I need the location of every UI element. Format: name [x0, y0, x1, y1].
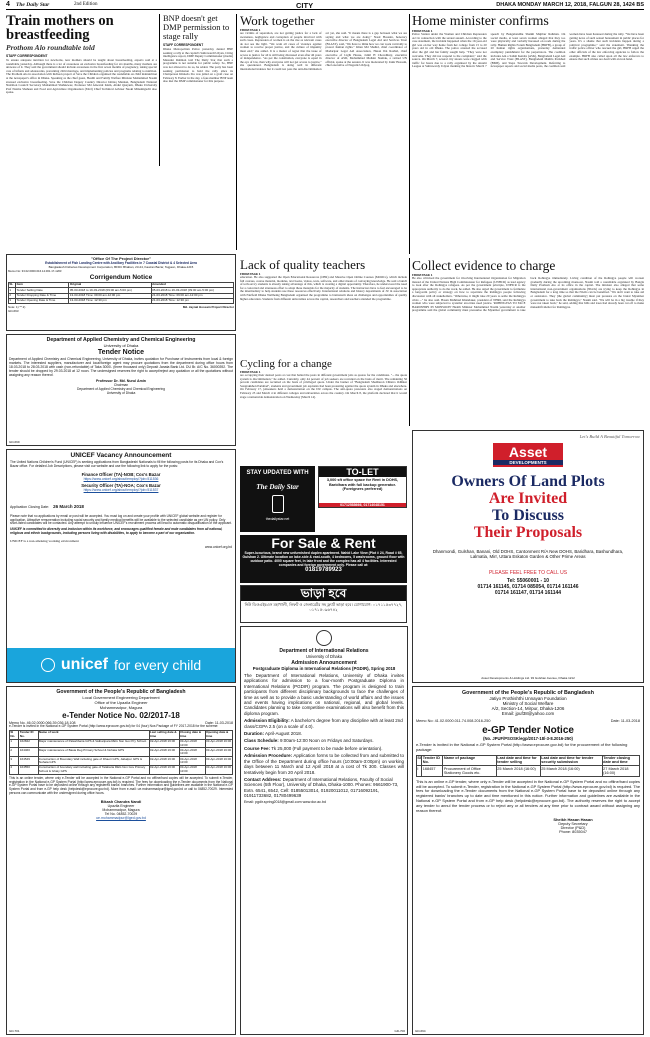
bhara-ad: [240, 585, 407, 623]
post-1-link[interactable]: https://www.unicef.org/about/employ/?job=511536: [83, 476, 159, 481]
headline-1: Owners Of Land Plots: [451, 473, 605, 490]
col-header: Last date and time for tender selling: [496, 755, 540, 766]
email[interactable]: Email: jpuf38@yahoo.com: [501, 711, 555, 716]
cell: 02-Apr-2018 16:00: [149, 748, 179, 757]
cell: 13-03-2018 Time: 09:00 am-12:00 pm: [69, 293, 151, 298]
lged-tender-table: [9, 730, 233, 775]
unicef-tagline: for every child: [113, 657, 202, 673]
headline: Home minister confirms: [412, 14, 549, 29]
office-name: Jatiyo Prothishthi Unnayan Foundation: [489, 696, 567, 701]
ad-subtitle: Postgraduate Diploma in International Relations (PGDIR), Spring 2018: [252, 666, 396, 671]
procedure: Application forms to be collected from and submitted to the Office of the Department during office hours (10:00am-3:00pm) on working days between 11 March and 12 April 2018 at a cost of Tk 300. Classes will tentatively begin from 20 April 2018.: [244, 753, 404, 775]
col-header: Opening date & time: [205, 730, 232, 739]
sign-title: Deputy Secretary: [558, 822, 588, 827]
cell: 05-03-2018 to 19-03-2018 (09:00 am-5:00 pm): [69, 288, 151, 293]
contact-email[interactable]: Email: pgdir.spring2018@gmail.com www.dur.ac.bd: [244, 799, 326, 804]
dept-name: Local Government Engineering Department: [82, 695, 160, 700]
agency-address: Bangladesh Fisheries Development Corporation, BFDC Bhaban, 23-24, Kawran Bazar, Tejgaon, Dhaka-1215: [48, 265, 194, 269]
to-let-title: TO-LET: [319, 467, 406, 477]
class-schedule: 9:00am-12:00 Noon on Fridays and Saturdays.: [280, 738, 374, 744]
cell: 03-Apr-2018 16:00: [205, 766, 232, 775]
cell: 03-Apr-2018 13:00: [179, 748, 205, 757]
dept-name: Department of International Relations: [279, 648, 369, 654]
unicef-logo: unicef: [60, 656, 108, 673]
unicef-banner: [7, 648, 235, 682]
asset-logo-sub: DEVELOPMENTS: [493, 460, 563, 465]
cell: 03-Apr-2018 13:00: [179, 766, 205, 775]
address: A/2, Section-14, Mirpur, Dhaka-1206: [491, 706, 565, 711]
intro: The United Nations Children's Fund (UNICEF) is seeking applications from Bangladeshi Nationals to fill the following posts for its Dhaka and Cox's Bazar office. For detailed Job Descriptions, please visit our website and use the following link to apply for the posts:: [10, 460, 224, 468]
sign-title: Chairman: [113, 383, 129, 387]
cell: Major maintenance of Palashbaria GPS & Vatbaripara REG Non Gov Pry School.: [38, 739, 149, 748]
col-header: Original: [69, 283, 151, 288]
duration: April-August 2018.: [265, 731, 303, 737]
ministry: Ministry of Social Welfare: [502, 701, 554, 706]
office-title: "Office Of The Project Director": [90, 256, 152, 261]
agency-name: Establishment of Fish Landing Centre with Ancillary Facilities in 7 Coastal District & 4 Selected Area: [45, 261, 197, 265]
col-header: SL: [9, 283, 16, 288]
body-text: Please note that no applications by email or post will be accepted. You must log on and create your profile with UNICEF global website and register for application. Attractive remuneration including social security and family medical benefits will be available to the selected candidate as per UN policy. Only short-listed candidates will be contacted. Any attempt to unduly influence UNICEF's recruitment process will lead to automatic disqualification of the applicant.: [10, 513, 232, 526]
cell: 13-03-2018 Time: 12:30 pm: [69, 298, 151, 303]
headline: BNP doesn't get DMP permission to stage rally: [163, 14, 230, 41]
cell: 21-03-2018 Time: 09:00 am-12:00 pm: [151, 293, 233, 298]
article-bnp: [163, 14, 233, 166]
col-header: Tender ID No.: [422, 755, 443, 766]
notice-title: Tender Notice: [97, 349, 145, 356]
cell: 162842: [19, 739, 38, 748]
office-place: Mohammadpur, Magura: [99, 705, 143, 710]
cell: I: [417, 766, 422, 777]
du-logo-icon: [316, 630, 332, 646]
sign-email[interactable]: ue.mohammadpur@lged.gov.bd: [96, 815, 146, 820]
from-page: FROM PAGE 1: [240, 272, 261, 276]
article-body: Police Station under the Women and Children Repression Act in connection with the sexual assault. According to the case statement, the incident happened when the 19-year-old girl was on her way home from her college from 15 to 20 years old in old Dhaka. The police arrested the accused after the girl and her family sought help. "They were not welcome. They did not respond to the complaint," said the source. On March 7, several city streets were clogged with traffic for hours due to a rally organised by the Awami League at Suhrawardy Udyan marking the historic March 7 speech by Bangabandhu Sheikh Mujibur Rahman. On social media, at least seven women alleged that they too were physically and verbally harassed on roads during the rally. Human Rights Forum Bangladesh (HRFB), a group of 20 human rights organisations, yesterday demanded exemplary punishment for the perpetrators. The coalition includes Ain o Salish Kendra (ASK), Bangladesh Legal Aid and Service Trust (BLAST), Bangladesh Mahila Parishad (BMP), and Steps Towards Development. Referring to newspaper reports and social media posts, the coalition said women have been harassed during the rally. "We have been getting news of such sexual harassment in public places for years. It's a shame that such incidents happen during a political programme," said the statement. Thanking the traffic police officer who rescued the girl, HRFB urged the other officials of the law enforcing agencies to follow the example. HRFB also called upon all the law enforcers to ensure that such crimes are dealt with an iron hand.: [412, 32, 644, 69]
deadline-label: Application Closing Date:: [10, 504, 50, 509]
corrigendum-ad: [6, 254, 236, 331]
cell: 1: [9, 288, 16, 293]
intro: e-Tender is invited in the National e-GP System Portal (http://www.eprocure.gov.bd) for 04 (four) Nos Package of FY 2017-2018 for the scheme:: [9, 724, 219, 728]
elig-label: Admission Eligibility:: [244, 718, 290, 724]
notice-note: This is an online e-GP tender, where only e-Tender will be accepted in the National e-GP System Portal and no offline/hard copies will be accepted. To submit e-Tender, registration in the National e-GP System Portal (http://www.eprocure.gov.bd) is required. The fees for downloading the e-Tender documents from the National e-GP System Portal have to be deposited online through any registered banks' branches up to date and time mentioned in this notice. Further information and guidelines are available in the National e-GP System Portal and from e-GP help desk (helpdesk@eprocure.gov.bd). The authority reserves the right to accept any tender to annul the tender process or to reject any or all tenders at any time prior to contract award without assigning any reason thereof.: [416, 778, 640, 813]
promo-paper: The Daily Star: [256, 483, 299, 491]
cell: 1: [10, 739, 19, 748]
duration-label: Duration:: [244, 731, 264, 737]
sale-body: Super-luxurious, brand new unfurnished duplex apartment. Nahid Lake View (Plot # 24, Road # 65, Gulshan 2. Ultimate location on lake-side & east-south, 4 bedrooms, 5 washrooms, ground floor with outdoor patio. 4000 square feet, in lake front and the complex has all 4 facilities. Interested companies and foreign government only. Please call at:: [242, 551, 405, 567]
sign-title: Upazila Engineer: [107, 803, 135, 808]
cell: Tender Opening Date & Time: [16, 298, 69, 303]
to-let-body: 3,000 sft office space for Rent in DOHS, Baridhara with full backup generator. (Foreigners preferred): [326, 478, 399, 491]
col-header: Amended: [151, 283, 233, 288]
ad-code: GD-701: [9, 1029, 20, 1033]
for-sale-ad: [240, 535, 407, 583]
dept-name: Department of Applied Chemistry and Chemical Engineering: [46, 337, 196, 343]
sign-name: Bikash Chandra Nandi: [100, 799, 142, 804]
ad-code: GD-693: [8, 309, 19, 314]
phones-2: 01714 161147, 01714 161144: [494, 589, 562, 596]
class-label: Class Schedule:: [244, 738, 279, 744]
diversity-text: UNICEF is committed to diversity and inclusion within its workforce, and encourages qualified female and male candidates from all national, religious and ethnic backgrounds, including persons living with disabilities, to apply to become a part of our organization.: [10, 527, 223, 535]
notice-title: Corrigendum Notice: [89, 274, 153, 281]
sale-phone: 01819789923: [305, 567, 342, 573]
lged-etender-ad: [6, 686, 236, 1035]
post-2-link[interactable]: https://www.unicef.org/about/employ/?job=511537: [83, 487, 159, 492]
col-header: Last selling date & time: [149, 730, 179, 739]
sign-dept: Department of Applied Chemistry and Chemical Engineering: [77, 387, 165, 391]
article-body: are occupying their desired posts at cost that halted the posts in different government jobs as quotas for the candidates. "... the quota system is discrimination," he added. Currently, only 44 percent of job seekers are recruited on the basis of merit. The remaining 56 percent candidates are recruited on the basis of privileged quota. Under the banner of "Bangladesh Shadharon Chhatra Odhikar Songrakkhon Parishad", students and government job aspirants had been protesting against the quota system in Dhaka and elsewhere. On February 17, jobseekers held a demonstration on the DU campus. The anti-quota protesters also staged demonstrations on February 25 and March 4 in different colleges and universities across the country. On March 8, the platform declared that it would stage a nationwide demonstration on Wednesday [March 14].: [240, 373, 407, 399]
cell: 4: [10, 766, 19, 775]
notice-title: e-GP Tender Notice: [482, 725, 574, 736]
article-body: Dhaka Metropolitan Police yesterday denied BNP seeking a rally at the capital's Suhrawardi Udyan. Citing intelligence report, DMP Deputy Commissioner (media) Masudur Rahman told The Daily Star that such a programme is not suitable for public safety. So, BNP was not allowed to do so, he added. The party has been seeking permission to hold the rally since its Chairperson Khaleda Zia was jailed on a graft case on February 8. Earlier in the day, a four-member BNP team also met the DMP commissioner for this purpose.: [163, 47, 233, 84]
signature: Md. Jaynal Hossain Project Director: [182, 305, 234, 310]
cell: 03-Apr-2018 16:00: [205, 757, 232, 766]
cell: 164549: [19, 757, 38, 766]
cell: 25 March 2018 (16:00): [540, 766, 602, 777]
masthead: [6, 1, 644, 10]
sign-univ: University of Dhaka: [106, 391, 136, 395]
asset-tagline: Let's Build A Beautiful Tomorrow: [579, 434, 640, 439]
headline: Cycling for a change: [240, 358, 332, 370]
notice-sub: (No. JPUF/PSOSK/egp/2017-18/-3-8.2016-250): [483, 736, 573, 741]
from-page: FROM PAGE 1: [240, 370, 261, 374]
ad-code: GD-700: [394, 1029, 405, 1033]
ad-code: GD-694: [415, 1029, 426, 1033]
ad-title: UNICEF Vacancy Announcement: [70, 452, 172, 459]
sign-role: Director (P&D): [560, 826, 586, 831]
chemistry-tender-ad: [6, 334, 236, 446]
cell: 25 March 2018 (16:00): [496, 766, 540, 777]
website[interactable]: www.unicef.org.bd: [205, 544, 232, 549]
univ-name: University of Dhaka: [103, 343, 139, 348]
ad-code: GD-699: [9, 440, 20, 444]
cell: 164550: [19, 766, 38, 775]
byline: STAFF CORRESPONDENT: [6, 54, 48, 58]
memo-ref: Memo No: 33.02.0000.016.14.001.17-1203: [8, 269, 62, 273]
col-header: Sl No.: [10, 730, 19, 739]
cell: Procurement of Office Stationery Goods etc.: [443, 766, 496, 777]
univ-name: University of Dhaka: [305, 654, 343, 659]
gov-name: Government of the People's Republic of Bangladesh: [56, 689, 186, 695]
bhara-body: নিউ ডিওএইচএস মহাখালী, লিফট ও জেনারেটর সহ ফ্ল্যাট ভাড়া হবে। যোগাযোগ: ০১৭১১৫৩৭৭২৭, ০১৭১৫০৯৬৭৪২: [244, 602, 403, 612]
from-page: FROM PAGE 1: [412, 29, 433, 33]
office-name: Office of the Upazila Engineer: [94, 700, 148, 705]
memo-no: Memo No. 46.02.0000.066.39.036.18.108: [9, 721, 76, 725]
call-us: PLEASE FEEL FREE TO CALL US: [488, 569, 568, 576]
article-quality-teachers: [240, 258, 407, 354]
to-let-ad: [318, 466, 407, 508]
cell: Construction of boundary wall including gate of Talabaria REG Non Gov Primary School & Ghaty GPS: [38, 766, 149, 775]
fee-label: Course Fee:: [244, 745, 271, 751]
paper-name: The Daily Star: [16, 2, 50, 8]
col-header: Item: [16, 283, 69, 288]
article-body: To ensure adequate nutrition for newborns, new mothers should be taught about breastfeeding, experts said at a roundtable yesterday. Although there is a lot of awareness on exclusive breastfeeding for six months, many mothers are unaware of it. They said the government should include awareness in the first seven months of pregnancy, taking special care of infants and adolescents, preventing child marriage, and implementing policies and programs relating to nutrition. The Prothom Alo in association with Incheon project of Save the Children organised the roundtable on child malnutrition at the newspaper's office in Dhaka. Speaking as the chief guest, Health and Family Welfare Minister Mohammed Nasim stressed exclusive breastfeeding. Save the Children Deputy Country Director Ishtiaq Mannan, Bangladesh National Nutrition Council Secretary Mohammad Shahnewaz, Professor Md Anwarul Islam, Abdul Quayum, Dhaka University Prof Nazma Shaheen and Food and Agriculture Organisation (FAO) Chief Technical Adviser Naoki Minamiguchi also spoke.: [6, 59, 157, 95]
col-header: Tender ID No.: [19, 730, 38, 739]
daily-star-promo: [240, 466, 315, 532]
from-page: FROM PAGE 1: [240, 28, 261, 32]
table-row: [10, 766, 233, 775]
cell: Tender Dropping Date & Time: [16, 293, 69, 298]
byline: STAFF CORRESPONDENT: [163, 43, 204, 47]
article-body: are victims of separation, are not getting justice for a lack of awareness, negligence and corruption of people involved with such cases. Repression of women is on the rise as relevant cases do not see the light. "We want all cases of violence against women to receive proper justice, and the culture of impunity must end," she added. It is a matter of regret that the issue of access to justice for all is still being discussed even after 46 years of independence. "As per the constitution, everyone is equal in the eye of law, then why everyone will not get access to justice," she questioned. Bangladesh is doing well in different international indexes but it could not pass the anti-discrimination act yet, she said. "It means there is a gap between what we are saying and what we are doing." Nasir Hossain, honorary executive director of Bangladesh Legal Aid and Services Trust (BLAST), said, "We have to think how we can work vertically to protect human rights." Khan Md Shahid, chief coordinator of Madaripur Legal Aid Association, Hasan Ibn Rashid, chief executive of Light House, Jamil H Chowdhury, executive director of ASD, Mohammad Mohsin Siamak, a retired UN official, spoke at the session. It was moderated by Zakir Hossain, chief executive of Nagorik Uddyog.: [240, 31, 407, 71]
du-ir-admission-ad: [240, 626, 408, 1035]
sign-name: Sheikh Hasan Hasan: [553, 817, 593, 823]
article-breastfeeding: [6, 14, 157, 166]
table-row: [10, 739, 233, 748]
contact-label: Contact Address:: [244, 776, 282, 782]
sign-place: Mohammadpur, Magura: [102, 807, 140, 812]
cell: 3: [9, 298, 16, 303]
article-cycling: [240, 358, 407, 464]
headline-2: Are Invited: [488, 490, 568, 507]
cell: 03-Apr-2018 13:00: [179, 757, 205, 766]
post-2: Security Officer (TA)-NOA; Cox's Bazar: [81, 482, 161, 488]
cell: 27 March 2018 (16:00): [602, 766, 639, 777]
ad-title: Admission Announcement: [291, 660, 357, 666]
bhara-title: ভাড়া হবে: [241, 586, 406, 601]
from-page: FROM PAGE 1: [412, 273, 433, 277]
headline: Collect evidence to charge: [412, 258, 556, 273]
article-home-minister: [412, 14, 644, 254]
memo-no: Memo No: 41.02.0000.011.74.008.2016-250: [416, 719, 491, 723]
article-collect-evidence: [412, 258, 644, 426]
cell: 03-Apr-2018 13:00: [179, 739, 205, 748]
unicef-globe-icon: [41, 658, 55, 672]
cell: Tender Selling Date: [16, 288, 69, 293]
sign-phone: Phone: 8035047: [559, 830, 587, 835]
elig: A bachelor's degree from any discipline with at least 2nd class/CGPA 2.5 (on a scale of 4.0).: [244, 718, 403, 729]
ad-body: The Department of International Relations, University of Dhaka invites applications for admission to a four-month Postgraduate Diploma in International Relations (PGDIR) program. The program is designed to train participants from different disciplinary backgrounds to face the challenges of time as well as to provide a basic understanding of world affairs and the issues and events having implications on national, regional, and global levels. Candidates planning to take competitive examinations will also benefit from this diploma program.: [244, 673, 404, 716]
asset-logo: [493, 443, 563, 467]
dateline: DHAKA MONDAY MARCH 12, 2018, FALGUN 28, 1424 BS: [496, 2, 644, 8]
cell: 3: [10, 757, 19, 766]
fee: Tk 25,000 (Full payment to be made before orientation).: [271, 745, 383, 751]
cell: 05-03-2018 to 26-03-2018 (09:00 am-5:00 pm): [151, 288, 233, 293]
article-work-together: [240, 14, 407, 254]
asset-developments-ad: [412, 430, 644, 683]
jpuf-tender-table: [416, 755, 640, 777]
col-header: Sl: [417, 755, 422, 766]
areas: Dhanmondi, Gulshan, Banani, Old DOHS, Cantonment R/A New DOHS, Baridhara, Bashundhara, Lalmatia, Mirr, Uttara Eskaton Garden & Other Prime Areas: [432, 549, 624, 560]
cell: 02-Apr-2018 16:00: [149, 739, 179, 748]
promo-label: STAY UPDATED WITH: [246, 470, 309, 476]
sign-name: Professor Dr. Md. Nurul Amin: [96, 379, 146, 383]
headline: Work together: [240, 14, 315, 28]
cell: 03-Apr-2018 16:00: [205, 739, 232, 748]
headline-4: Their Proposals: [473, 524, 583, 541]
cell: 02-Apr-2018 16:00: [149, 757, 179, 766]
cell: 164460: [19, 748, 38, 757]
subheadline: Prothom Alo roundtable told: [6, 43, 95, 52]
headline: Train mothers on breastfeeding: [6, 14, 114, 43]
cell: Major maintenance of Basia Reg Primary School & Nohata GPS: [38, 748, 149, 757]
table-row: [417, 766, 640, 777]
post-1: Finance Officer (TA)-NOB; Cox's Bazar: [81, 471, 161, 477]
asset-footer: Asset Developments & Holdings Ltd. 93 Gulshan Avenue, Dhaka 1212: [481, 676, 575, 680]
sign-tel: Tel No. 04852-70029: [104, 811, 138, 816]
table-row: [10, 748, 233, 757]
cell: 168457: [422, 766, 443, 777]
jpuf-egp-tender-ad: [412, 686, 644, 1035]
cell: 21-03-2018 Time: 12:30 pm: [151, 298, 233, 303]
page-number: 4: [6, 1, 10, 8]
note: Note: 1) ** 2): [8, 305, 26, 310]
sale-title: For Sale & Rent: [271, 535, 376, 551]
no-smoking: UNICEF is a non-smoking working environment: [10, 538, 79, 543]
to-let-phone: 01712588666, 01714048151: [319, 503, 406, 507]
phone-icon: [272, 495, 284, 513]
asset-logo-name: Asset: [508, 444, 548, 460]
cell: 03-Apr-2018 16:00: [205, 748, 232, 757]
promo-web[interactable]: thedailystar.net: [265, 517, 290, 521]
article-body: He also criticised the government for involving International Organization for Migration instead of the United Nations High Commissioner for Refugees (UNHCR) as lead agency to look after the Rohingya refugees. As per the government principle, UNHCR is the appropriate authority to do the work, he added. He also urged the government to formulate a long-term policy or strategy on how to repatriate the Rohingya people following discussion with all stakeholders. "Otherwise, it might take 20 years to settle the Rohingya crisis ..." he also said. Hasan Mahmud Khandaker, president of NHRI, said the Rohingya women who were subjected to systemic atrocities need justice. 'ROHINGYAS TO FACE HARDSHIPS IN MONSOON' Health Minister Mohammad Nasim yesterday at another programme said the global community must pressurise the Myanmar government to take back Rohingya immediately. Living condition of the Rohingya people will worsen gradually during the upcoming monsoon, Nasim told a roundtable organised by Bangla Daily Prothom Alo at its office in the capital. The minister also alleged that some international non-government organisations (NGOs) are trying to keep the Rohingya in Bangladesh for a long time so that the NGOs can be benefited. "We don't want to take aid or assistance. They [the global community] must put pressure on the brutal Myanmar government to take back the Rohingya," Nasim said. "We will be in a big trouble if they were not taken back," he said, adding that hills and trees had already been cut off to make makeshift shelter for Rohingyas.: [412, 276, 644, 313]
col-header: Last date and time for tender security submission: [540, 755, 602, 766]
headline: Lack of quality teachers: [240, 258, 366, 272]
cell: 2: [9, 293, 16, 298]
col-header: Closing date & time: [179, 730, 205, 739]
gov-name: Government of the People's Republic of Bangladesh: [462, 690, 594, 696]
deadline: 26 March 2018: [53, 503, 84, 509]
headline-3: To Discuss: [492, 507, 564, 524]
memo-date: Date: 11-03-2018: [205, 721, 233, 725]
col-header: Name of package: [443, 755, 496, 766]
memo-date: Date: 11-03-2018: [610, 719, 640, 723]
notice-body: Department of Applied Chemistry and Chemical Engineering, University of Dhaka, invites quotation for Purchase of Instruments from local & foreign markets. The interested suppliers, manufacturer and local/foreign agent may procure quotations from the department during office hours from 18.03.2018 to 28.03.2018 with cash (non-refundable) of Taka 3000/- (three thousand only) Deposit Janata Bank Ltd. DU Br. A/C No. 36000392. The tender should be dropped by 29.03.2018 at 12 noon. The undersigned reserves the right to accept/reject any quotation or all the quotations without assigning any reason thereof.: [9, 357, 233, 377]
edition-label: 2nd Edition: [74, 2, 98, 7]
contact: Department of International Relations, Faculty of Social Sciences (5th Floor), University of Dhaka, Dhaka-1000. Phones: 9661900-73, Extn. 6541, 6542, Cell: 01855013014, 01920011012, 01716092191, 01911733682, 01780499639: [244, 776, 399, 799]
tel: Tel: 55060001 - 10: [506, 577, 550, 584]
corrigendum-table: [8, 282, 234, 304]
cell: 2: [10, 748, 19, 757]
notice-note: This is an online tender, where only e-Tender will be accepted in the National e-GP Portal and no offline/hard copies will be accepted. To submit e-Tender, registration in the National e-GP System Portal (http://www.eprocure.gov.bd) is required. The fees for downloading the e-Tender documents from the National e-GP System Portal have to be deposited online through any registered banks' branches. Further information and guidelines are available in the National e-GP System Portal and from e-GP help desk (helpdesk@eprocure.gov.bd). More from e-mail: ue.mohammadpur@lged.gov.bd or call to 04852-70029. Interested persons can communicate with the undersigned during office hours.: [9, 775, 233, 795]
procedure-label: Admission Procedure:: [244, 753, 293, 759]
notice-title: e-Tender Notice No. 02/2017-18: [62, 711, 180, 720]
section-title: CITY: [296, 1, 314, 10]
table-row: [9, 298, 234, 303]
unicef-vacancy-ad: [6, 449, 236, 683]
cell: 02-Apr-2018 16:00: [149, 766, 179, 775]
col-header: Tender closing date and time: [602, 755, 639, 766]
article-body: education. He also suggested the Open Educational Resources (OER) and Massive Open Online Courses (MOOCs), which include full courses, course material, modules, text books, videos, tests, software, and other means of conveying knowledge. He said a bunch of tech-savvy students is already taking advantage of this, which is creating a digital opportunity. Therefore, he underscored the need for a concerted and strenuous effort to adapt these materials for the majority of students. The instructors have to feel encouraged to be the intermediary to help students use these resources effectively. International relations and history departments of JU in association with Fairfield Dhaka Wellbeing Bangladesh organised the programme to brainstorm ideas on challenges and opportunities of quality higher education. Students from different universities across the capital, researchers and teachers attended the programme.: [240, 275, 407, 301]
col-header: Name of work: [38, 730, 149, 739]
table-row: [10, 757, 233, 766]
intro: e-Tender is invited in the National e-GP System Portal (http://www.eprocure.gov.bd) for the procurement of the following package:: [416, 742, 628, 752]
phones-1: 01714 161145, 01714 085054, 01714 161146: [477, 583, 579, 590]
cell: Construction of Boundary Wall including gate of Dhaori GPS, Jabalpur GPS & Nohata GPS: [38, 757, 149, 766]
